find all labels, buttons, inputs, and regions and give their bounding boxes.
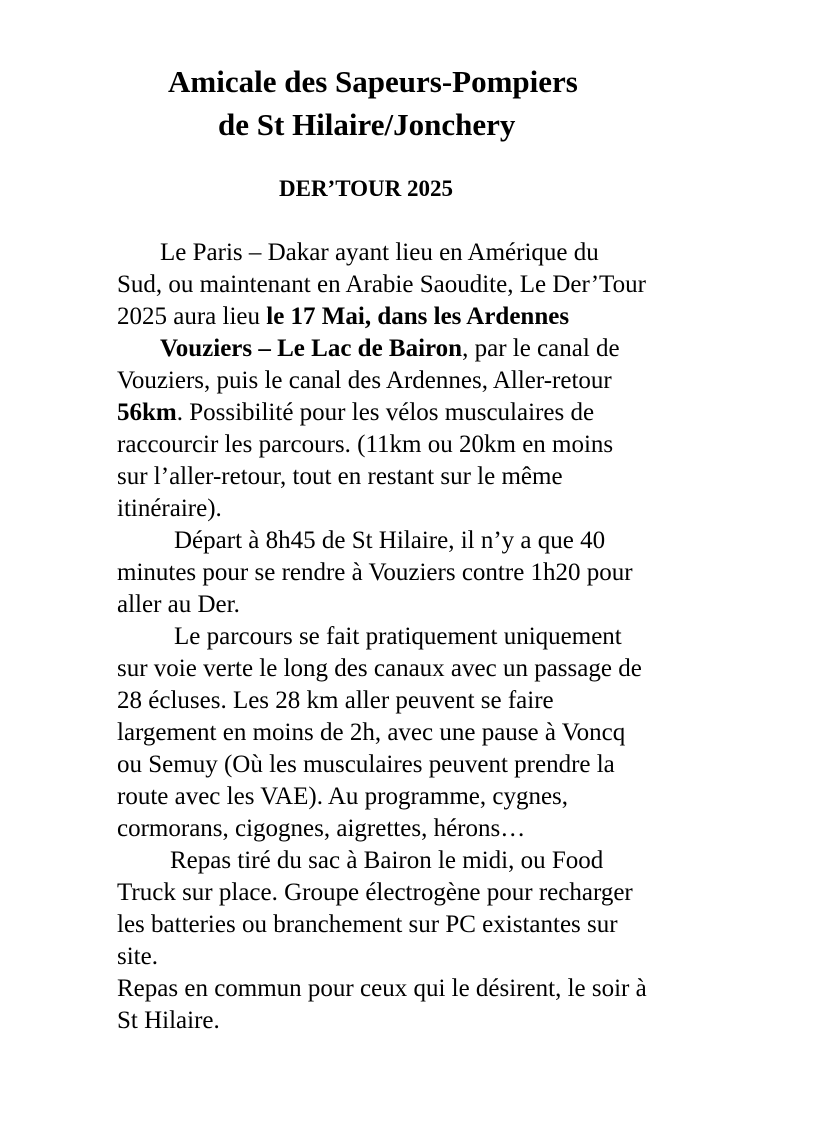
text-segment: les batteries ou branchement sur PC existantes sur (117, 911, 618, 938)
title-line-2: de St Hilaire/Jonchery (218, 107, 516, 142)
body-line (117, 397, 647, 429)
body-line (117, 845, 647, 877)
bold-text: Vouziers – Le Lac de Bairon (160, 335, 463, 362)
text-segment: Repas tiré du sac à Bairon le midi, ou Food (170, 847, 604, 874)
body-line (117, 877, 647, 909)
text-segment: sur l’aller-retour, tout en restant sur le même (117, 463, 563, 490)
body-line (117, 493, 647, 525)
title-line-1: Amicale des Sapeurs-Pompiers (168, 64, 578, 99)
bold-text: le 17 Mai, dans les Ardennes (266, 303, 570, 330)
text-segment: Le Paris – Dakar ayant lieu en Amérique du (160, 239, 599, 266)
text-segment: site. (117, 943, 158, 970)
body-line (117, 653, 647, 685)
text-segment: route avec les VAE). Au programme, cygnes, (117, 783, 569, 810)
text-segment: sur voie verte le long des canaux avec un passage de (117, 655, 642, 682)
body-line (117, 365, 647, 397)
text-segment: ou Semuy (Où les musculaires peuvent prendre la (117, 751, 615, 778)
body-line (117, 429, 647, 461)
text-segment: Le parcours se fait pratiquement uniquement (174, 623, 622, 650)
text-segment: minutes pour se rendre à Vouziers contre 1h20 pour (117, 559, 633, 586)
body-line (117, 269, 647, 301)
body-line (117, 685, 647, 717)
bold-text: 56km (117, 399, 177, 426)
body-line (117, 1005, 647, 1037)
body-line (117, 941, 647, 973)
text-segment: St Hilaire. (117, 1007, 220, 1034)
text-segment: itinéraire). (117, 495, 222, 522)
body-line (117, 909, 647, 941)
body-line (117, 333, 647, 365)
body-line (117, 621, 647, 653)
text-segment: 2025 aura lieu (117, 303, 267, 330)
body-line (117, 301, 647, 333)
text-segment: raccourcir les parcours. (11km ou 20km en moins (117, 431, 614, 458)
text-segment: Départ à 8h45 de St Hilaire, il n’y a que 40 (174, 527, 606, 554)
text-segment: Truck sur place. Groupe électrogène pour recharger (117, 879, 633, 906)
text-segment: , par le canal de (462, 335, 620, 362)
body-line (117, 237, 647, 269)
body-line (117, 813, 647, 845)
body-text (117, 237, 647, 1037)
body-line (117, 781, 647, 813)
body-line (117, 557, 647, 589)
text-segment: largement en moins de 2h, avec une pause à Voncq (117, 719, 626, 746)
text-segment: Repas en commun pour ceux qui le désirent, le soir à (117, 975, 647, 1002)
text-segment: cormorans, cigognes, aigrettes, hérons… (117, 815, 526, 842)
body-line (117, 525, 647, 557)
body-line (117, 589, 647, 621)
text-segment: aller au Der. (117, 591, 240, 618)
body-line (117, 717, 647, 749)
subtitle: DER’TOUR 2025 (279, 176, 454, 201)
text-segment: . Possibilité pour les vélos musculaires de (176, 399, 595, 426)
body-line (117, 749, 647, 781)
body-line (117, 973, 647, 1005)
text-segment: 28 écluses. Les 28 km aller peuvent se faire (117, 687, 554, 714)
text-segment: Sud, ou maintenant en Arabie Saoudite, Le Der’Tour (117, 271, 646, 298)
text-segment: Vouziers, puis le canal des Ardennes, Aller-retour (117, 367, 612, 394)
body-line (117, 461, 647, 493)
